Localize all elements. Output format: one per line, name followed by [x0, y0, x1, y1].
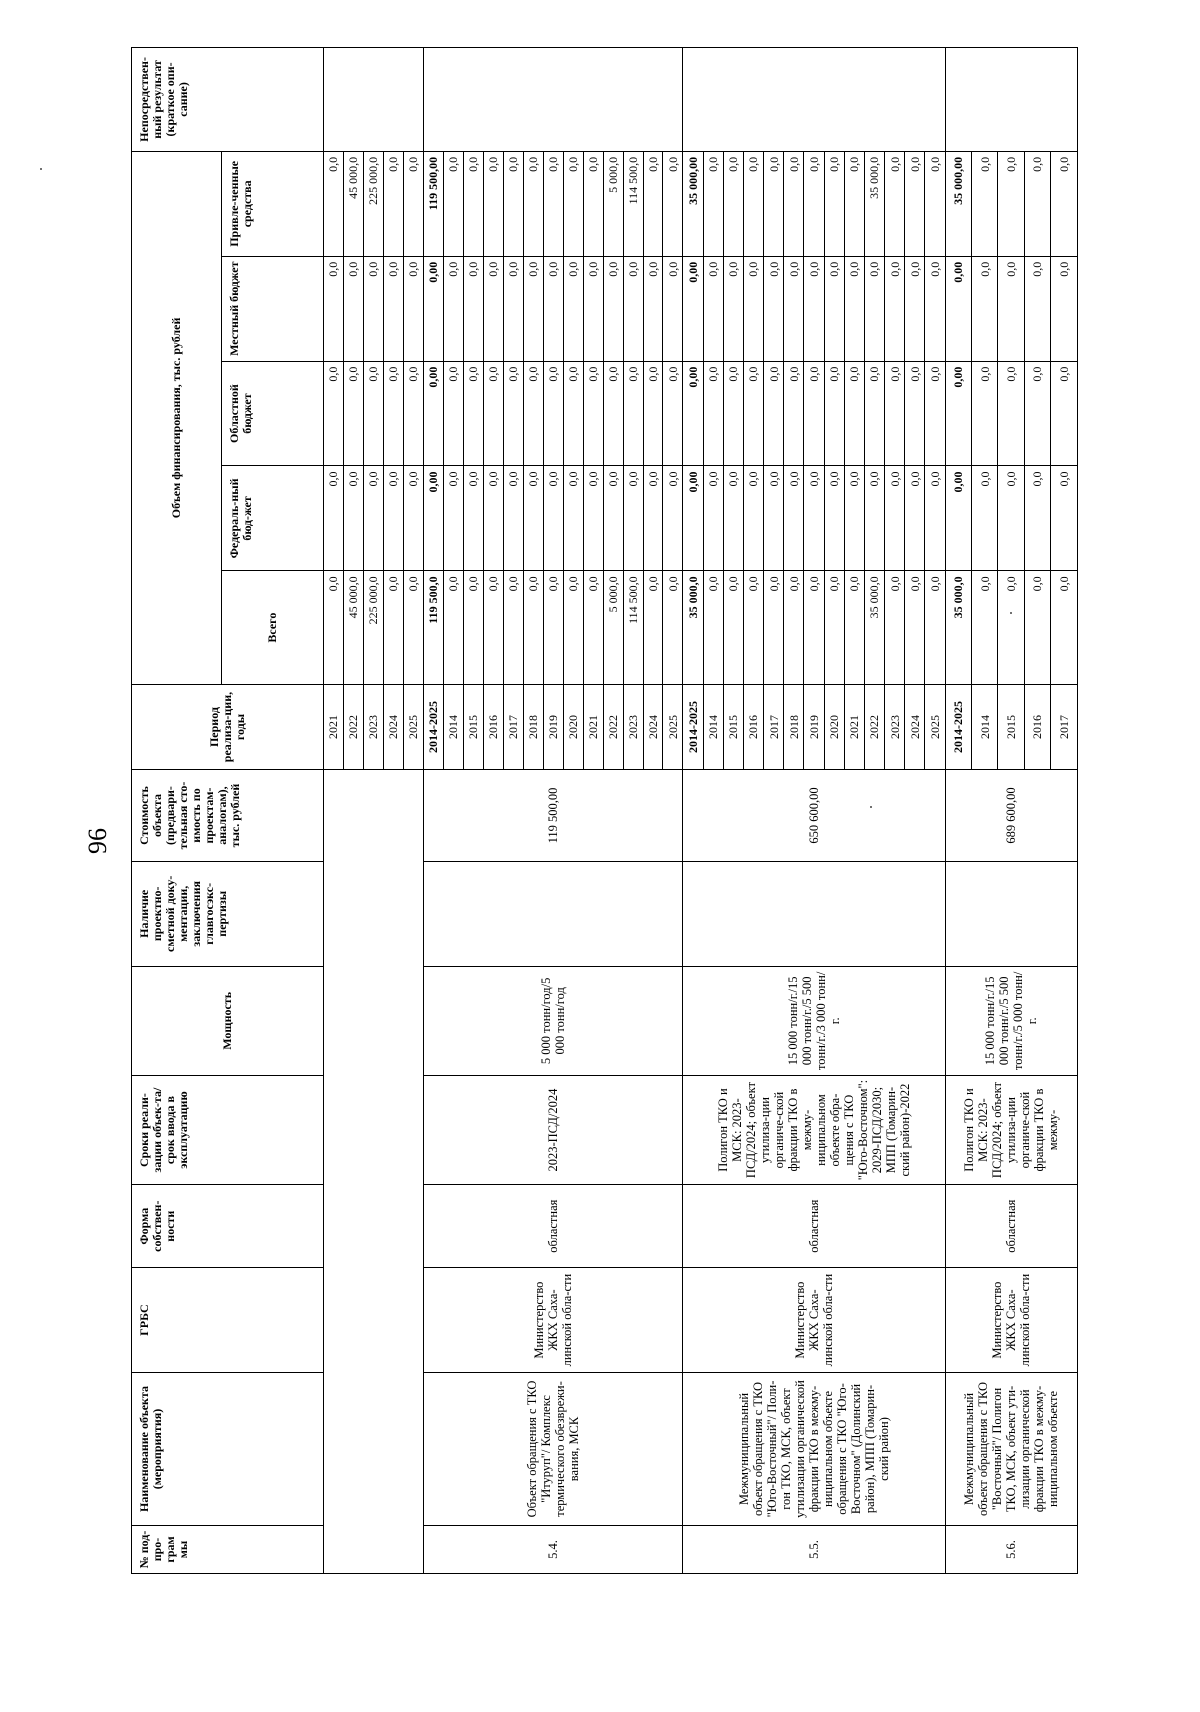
federal-value: 0,0: [483, 466, 503, 571]
regional-value: 0,0: [583, 361, 603, 466]
period-year: 2018: [523, 684, 543, 769]
total-value: 0,0: [743, 571, 763, 685]
object-name: Межмуниципальный объект обращения с ТКО "Юго-Восточный"/ Поли-гон ТКО, МСК, объект утилизации органической фракции ТКО в межму-ниципальном объекте обращения с ТКО "Юго-Восточном" (Долинский район), МПП (Томарин-ский район): [683, 1373, 945, 1526]
federal-value: 0,0: [403, 466, 423, 571]
regional-value: 0,0: [483, 361, 503, 466]
regional-value: 0,0: [844, 361, 864, 466]
local-value: 0,0: [343, 256, 363, 361]
total-value: 0,0: [844, 571, 864, 685]
local-value: 0,0: [804, 256, 824, 361]
attracted-value: 0,0: [503, 151, 523, 256]
object-number: 5.6.: [945, 1525, 1077, 1573]
total-value: 5 000,0: [603, 571, 623, 685]
regional-value: 0,0: [363, 361, 383, 466]
local-value: 0,0: [663, 256, 683, 361]
header-attracted: Привле-ченные средства: [222, 151, 324, 256]
local-value: 0,0: [603, 256, 623, 361]
header-name: Наименование объекта (мероприятия): [132, 1373, 324, 1526]
scan-speck: [40, 168, 42, 170]
regional-value: 0,0: [563, 361, 583, 466]
attracted-value: 0,0: [885, 151, 905, 256]
regional-value: 0,0: [663, 361, 683, 466]
period-year: 2024: [383, 684, 403, 769]
local-value: 0,0: [784, 256, 804, 361]
header-regional: Областной бюджет: [222, 361, 324, 466]
local-value: 0,0: [998, 256, 1024, 361]
total-value: 0,0: [824, 571, 844, 685]
federal-value: 0,0: [503, 466, 523, 571]
object-cost: 650 600,00: [683, 770, 945, 862]
attracted-value: 0,0: [383, 151, 403, 256]
header-capacity: Мощность: [132, 966, 324, 1075]
total-value: 0,0: [643, 571, 663, 685]
result-cell: [324, 48, 424, 152]
attracted-value: 0,0: [443, 151, 463, 256]
attracted-value: 0,0: [764, 151, 784, 256]
header-cost: Стоимость объекта (предвари-тельная сто-имость по проектам-аналогам), тыс. рублей: [132, 770, 324, 862]
object-terms: 2023-ПСД/2024: [423, 1075, 683, 1184]
period-year: 2014-2025: [683, 684, 703, 769]
federal-value: 0,0: [603, 466, 623, 571]
federal-value: 0,0: [1024, 466, 1050, 571]
period-year: 2015: [463, 684, 483, 769]
total-value: 35 000,0: [683, 571, 703, 685]
regional-value: 0,0: [324, 361, 344, 466]
attracted-value: 0,0: [324, 151, 344, 256]
period-year: 2017: [1051, 684, 1078, 769]
attracted-value: 35 000,0: [864, 151, 884, 256]
local-value: 0,0: [643, 256, 663, 361]
regional-value: 0,0: [972, 361, 998, 466]
attracted-value: 0,0: [998, 151, 1024, 256]
table-row: [683, 48, 703, 1574]
total-value: 0,0: [543, 571, 563, 685]
attracted-value: 0,0: [463, 151, 483, 256]
period-year: 2023: [623, 684, 643, 769]
object-terms: Полигон ТКО и МСК: 2023-ПСД/2024; объект утилиза-ции органиче-ской фракции ТКО в межму-: [945, 1075, 1077, 1184]
local-value: 0,0: [972, 256, 998, 361]
object-docs: [683, 861, 945, 966]
period-year: 2019: [543, 684, 563, 769]
attracted-value: 0,0: [824, 151, 844, 256]
federal-value: 0,00: [423, 466, 443, 571]
regional-value: 0,0: [383, 361, 403, 466]
regional-value: 0,0: [403, 361, 423, 466]
attracted-value: 119 500,00: [423, 151, 443, 256]
total-value: 0,0: [503, 571, 523, 685]
attracted-value: 0,0: [743, 151, 763, 256]
local-value: 0,0: [523, 256, 543, 361]
regional-value: 0,0: [723, 361, 743, 466]
attracted-value: 0,0: [1024, 151, 1050, 256]
period-year: 2016: [1024, 684, 1050, 769]
local-value: 0,0: [885, 256, 905, 361]
local-value: 0,0: [623, 256, 643, 361]
federal-value: 0,0: [743, 466, 763, 571]
regional-value: 0,0: [503, 361, 523, 466]
local-value: 0,0: [864, 256, 884, 361]
attracted-value: 0,0: [804, 151, 824, 256]
attracted-value: 5 000,0: [603, 151, 623, 256]
attracted-value: 35 000,00: [683, 151, 703, 256]
header-total: Всего: [222, 571, 324, 685]
regional-value: 0,00: [945, 361, 971, 466]
object-number: 5.5.: [683, 1525, 945, 1573]
header-period: Период реализа-ции, годы: [132, 684, 324, 769]
local-value: 0,0: [443, 256, 463, 361]
header-federal: Федераль-ный бюд-жет: [222, 466, 324, 571]
federal-value: 0,0: [663, 466, 683, 571]
attracted-value: 0,0: [523, 151, 543, 256]
local-value: 0,0: [1051, 256, 1078, 361]
local-value: 0,0: [925, 256, 945, 361]
total-value: 0,0: [804, 571, 824, 685]
federal-value: 0,0: [324, 466, 344, 571]
header-result: Непосредствен-ный результат (краткое опи-сание): [132, 48, 324, 152]
total-value: 0,0: [764, 571, 784, 685]
attracted-value: 0,0: [844, 151, 864, 256]
regional-value: 0,0: [523, 361, 543, 466]
attracted-value: 0,0: [643, 151, 663, 256]
period-year: 2017: [503, 684, 523, 769]
local-value: 0,0: [483, 256, 503, 361]
attracted-value: 0,0: [972, 151, 998, 256]
table-row: [945, 48, 971, 1574]
local-value: 0,0: [824, 256, 844, 361]
object-terms: Полигон ТКО и МСК: 2023-ПСД/2024; объект утилиза-ции органиче-ской фракции ТКО в межму-ниципальном объекте обра-щения с ТКО "Юго-Восточном": 2029-ПСД/2030; МПП (Томарин-ский район)-2022: [683, 1075, 945, 1184]
regional-value: 0,0: [905, 361, 925, 466]
total-value: 0,0: [443, 571, 463, 685]
regional-value: 0,0: [743, 361, 763, 466]
header-docs: Наличие проектно-сметной доку-ментации, заключения главгосэкс-пертизы: [132, 861, 324, 966]
scan-speck: [1010, 612, 1012, 614]
period-year: 2022: [343, 684, 363, 769]
attracted-value: 0,0: [403, 151, 423, 256]
total-value: 0,0: [1051, 571, 1078, 685]
local-value: 0,0: [503, 256, 523, 361]
total-value: 0,0: [723, 571, 743, 685]
federal-value: 0,0: [383, 466, 403, 571]
federal-value: 0,0: [363, 466, 383, 571]
local-value: 0,0: [764, 256, 784, 361]
object-grbs: Министерство ЖКХ Саха-линской обла-сти: [683, 1268, 945, 1373]
local-value: 0,0: [1024, 256, 1050, 361]
period-year: 2015: [723, 684, 743, 769]
federal-value: 0,0: [1051, 466, 1078, 571]
period-year: 2022: [603, 684, 623, 769]
federal-value: 0,0: [998, 466, 1024, 571]
total-value: 0,0: [972, 571, 998, 685]
attracted-value: 0,0: [723, 151, 743, 256]
period-year: 2025: [663, 684, 683, 769]
period-year: 2024: [905, 684, 925, 769]
regional-value: 0,0: [804, 361, 824, 466]
total-value: 0,0: [784, 571, 804, 685]
attracted-value: 0,0: [663, 151, 683, 256]
period-year: 2022: [864, 684, 884, 769]
total-value: 0,0: [1024, 571, 1050, 685]
attracted-value: 35 000,00: [945, 151, 971, 256]
period-year: 2023: [363, 684, 383, 769]
object-name: Объект обращения с ТКО "Итуруп"/ Комплекс термического обезврежи-вания, МСК: [423, 1373, 683, 1526]
object-capacity: 15 000 тонн/г./15 000 тонн/г./5 500 тонн/г./3 000 тонн/г.: [683, 966, 945, 1075]
federal-value: 0,0: [643, 466, 663, 571]
page-number: 96: [83, 828, 112, 854]
result-cell: [945, 48, 1077, 152]
local-value: 0,00: [423, 256, 443, 361]
scan-speck: [870, 806, 872, 808]
header-grbs: ГРБС: [132, 1268, 324, 1373]
local-value: 0,0: [463, 256, 483, 361]
object-ownership: областная: [945, 1185, 1077, 1268]
total-value: 0,0: [463, 571, 483, 685]
attracted-value: 0,0: [563, 151, 583, 256]
attracted-value: 0,0: [1051, 151, 1078, 256]
regional-value: 0,0: [764, 361, 784, 466]
total-value: 45 000,0: [343, 571, 363, 685]
attracted-value: 0,0: [925, 151, 945, 256]
object-ownership: областная: [683, 1185, 945, 1268]
attracted-value: 0,0: [543, 151, 563, 256]
federal-value: 0,0: [864, 466, 884, 571]
local-value: 0,0: [363, 256, 383, 361]
result-cell: [683, 48, 945, 152]
total-value: 35 000,0: [945, 571, 971, 685]
regional-value: 0,0: [443, 361, 463, 466]
header-ownership: Форма собствен-ности: [132, 1185, 324, 1268]
regional-value: 0,0: [603, 361, 623, 466]
local-value: 0,00: [945, 256, 971, 361]
period-year: 2019: [804, 684, 824, 769]
federal-value: 0,0: [443, 466, 463, 571]
continuation-cell: [324, 770, 424, 1574]
regional-value: 0,0: [703, 361, 723, 466]
federal-value: 0,0: [784, 466, 804, 571]
period-year: 2024: [643, 684, 663, 769]
regional-value: 0,0: [463, 361, 483, 466]
federal-value: 0,0: [905, 466, 925, 571]
period-year: 2014: [443, 684, 463, 769]
federal-value: 0,0: [703, 466, 723, 571]
period-year: 2025: [403, 684, 423, 769]
local-value: 0,00: [683, 256, 703, 361]
period-year: 2025: [925, 684, 945, 769]
period-year: 2020: [563, 684, 583, 769]
federal-value: 0,00: [683, 466, 703, 571]
local-value: 0,0: [905, 256, 925, 361]
period-year: 2014-2025: [945, 684, 971, 769]
total-value: 0,0: [703, 571, 723, 685]
local-value: 0,0: [383, 256, 403, 361]
local-value: 0,0: [583, 256, 603, 361]
total-value: 0,0: [483, 571, 503, 685]
federal-value: 0,0: [804, 466, 824, 571]
federal-value: 0,0: [972, 466, 998, 571]
object-docs: [945, 861, 1077, 966]
period-year: 2023: [885, 684, 905, 769]
local-value: 0,0: [563, 256, 583, 361]
total-value: 225 000,0: [363, 571, 383, 685]
federal-value: 0,0: [723, 466, 743, 571]
federal-value: 0,0: [543, 466, 563, 571]
period-year: 2021: [583, 684, 603, 769]
table-row: [324, 48, 344, 1574]
attracted-value: 0,0: [583, 151, 603, 256]
object-cost: 119 500,00: [423, 770, 683, 862]
attracted-value: 45 000,0: [343, 151, 363, 256]
local-value: 0,0: [844, 256, 864, 361]
federal-value: 0,0: [563, 466, 583, 571]
object-ownership: областная: [423, 1185, 683, 1268]
local-value: 0,0: [703, 256, 723, 361]
federal-value: 0,0: [523, 466, 543, 571]
local-value: 0,0: [324, 256, 344, 361]
regional-value: 0,0: [885, 361, 905, 466]
period-year: 2014: [703, 684, 723, 769]
period-year: 2014: [972, 684, 998, 769]
header-local: Местный бюджет: [222, 256, 324, 361]
federal-value: 0,0: [343, 466, 363, 571]
table-row: [423, 48, 443, 1574]
total-value: 0,0: [905, 571, 925, 685]
regional-value: 0,0: [864, 361, 884, 466]
total-value: 0,0: [885, 571, 905, 685]
period-year: 2014-2025: [423, 684, 443, 769]
period-year: 2020: [824, 684, 844, 769]
object-grbs: Министерство ЖКХ Саха-линской обла-сти: [945, 1268, 1077, 1373]
total-value: 0,0: [324, 571, 344, 685]
total-value: 0,0: [998, 571, 1024, 685]
object-capacity: 15 000 тонн/г./15 000 тонн/г./5 500 тонн/г./5 000 тонн/г.: [945, 966, 1077, 1075]
period-year: 2016: [743, 684, 763, 769]
local-value: 0,0: [723, 256, 743, 361]
regional-value: 0,0: [824, 361, 844, 466]
federal-value: 0,0: [824, 466, 844, 571]
regional-value: 0,0: [998, 361, 1024, 466]
object-name: Межмуниципальный объект обращения с ТКО "Восточный"/ Полигон ТКО, МСК, объект ути-лизации органической фракции ТКО в межму-ниципальном объекте: [945, 1373, 1077, 1526]
period-year: 2015: [998, 684, 1024, 769]
federal-value: 0,0: [764, 466, 784, 571]
federal-value: 0,0: [844, 466, 864, 571]
total-value: 0,0: [383, 571, 403, 685]
period-year: 2016: [483, 684, 503, 769]
header-num: № под-про-грам мы: [132, 1525, 324, 1573]
total-value: 0,0: [583, 571, 603, 685]
total-value: 114 500,0: [623, 571, 643, 685]
regional-value: 0,0: [1051, 361, 1078, 466]
period-year: 2018: [784, 684, 804, 769]
header-financing: Объем финансирования, тыс. рублей: [132, 151, 222, 684]
total-value: 0,0: [563, 571, 583, 685]
object-cost: 689 600,00: [945, 770, 1077, 862]
regional-value: 0,0: [925, 361, 945, 466]
object-capacity: 5 000 тонн/год/5 000 тонн/год: [423, 966, 683, 1075]
total-value: 0,0: [523, 571, 543, 685]
period-year: 2021: [324, 684, 344, 769]
total-value: 0,0: [663, 571, 683, 685]
total-value: 0,0: [403, 571, 423, 685]
regional-value: 0,0: [1024, 361, 1050, 466]
object-docs: [423, 861, 683, 966]
regional-value: 0,0: [643, 361, 663, 466]
total-value: 0,0: [925, 571, 945, 685]
attracted-value: 0,0: [483, 151, 503, 256]
period-year: 2021: [844, 684, 864, 769]
attracted-value: 114 500,0: [623, 151, 643, 256]
federal-value: 0,0: [925, 466, 945, 571]
object-number: 5.4.: [423, 1525, 683, 1573]
federal-value: 0,0: [623, 466, 643, 571]
header-terms: Сроки реали-зации объек-та/срок ввода в эксплуатацию: [132, 1075, 324, 1184]
attracted-value: 0,0: [703, 151, 723, 256]
regional-value: 0,00: [423, 361, 443, 466]
financing-table: [131, 47, 1078, 1574]
regional-value: 0,00: [683, 361, 703, 466]
regional-value: 0,0: [343, 361, 363, 466]
attracted-value: 0,0: [784, 151, 804, 256]
local-value: 0,0: [403, 256, 423, 361]
federal-value: 0,0: [463, 466, 483, 571]
object-grbs: Министерство ЖКХ Саха-линской обла-сти: [423, 1268, 683, 1373]
attracted-value: 225 000,0: [363, 151, 383, 256]
regional-value: 0,0: [543, 361, 563, 466]
attracted-value: 0,0: [905, 151, 925, 256]
federal-value: 0,0: [885, 466, 905, 571]
total-value: 119 500,0: [423, 571, 443, 685]
regional-value: 0,0: [623, 361, 643, 466]
local-value: 0,0: [543, 256, 563, 361]
result-cell: [423, 48, 683, 152]
local-value: 0,0: [743, 256, 763, 361]
federal-value: 0,0: [583, 466, 603, 571]
total-value: 35 000,0: [864, 571, 884, 685]
period-year: 2017: [764, 684, 784, 769]
regional-value: 0,0: [784, 361, 804, 466]
rotated-table-container: [131, 47, 1078, 1574]
federal-value: 0,00: [945, 466, 971, 571]
